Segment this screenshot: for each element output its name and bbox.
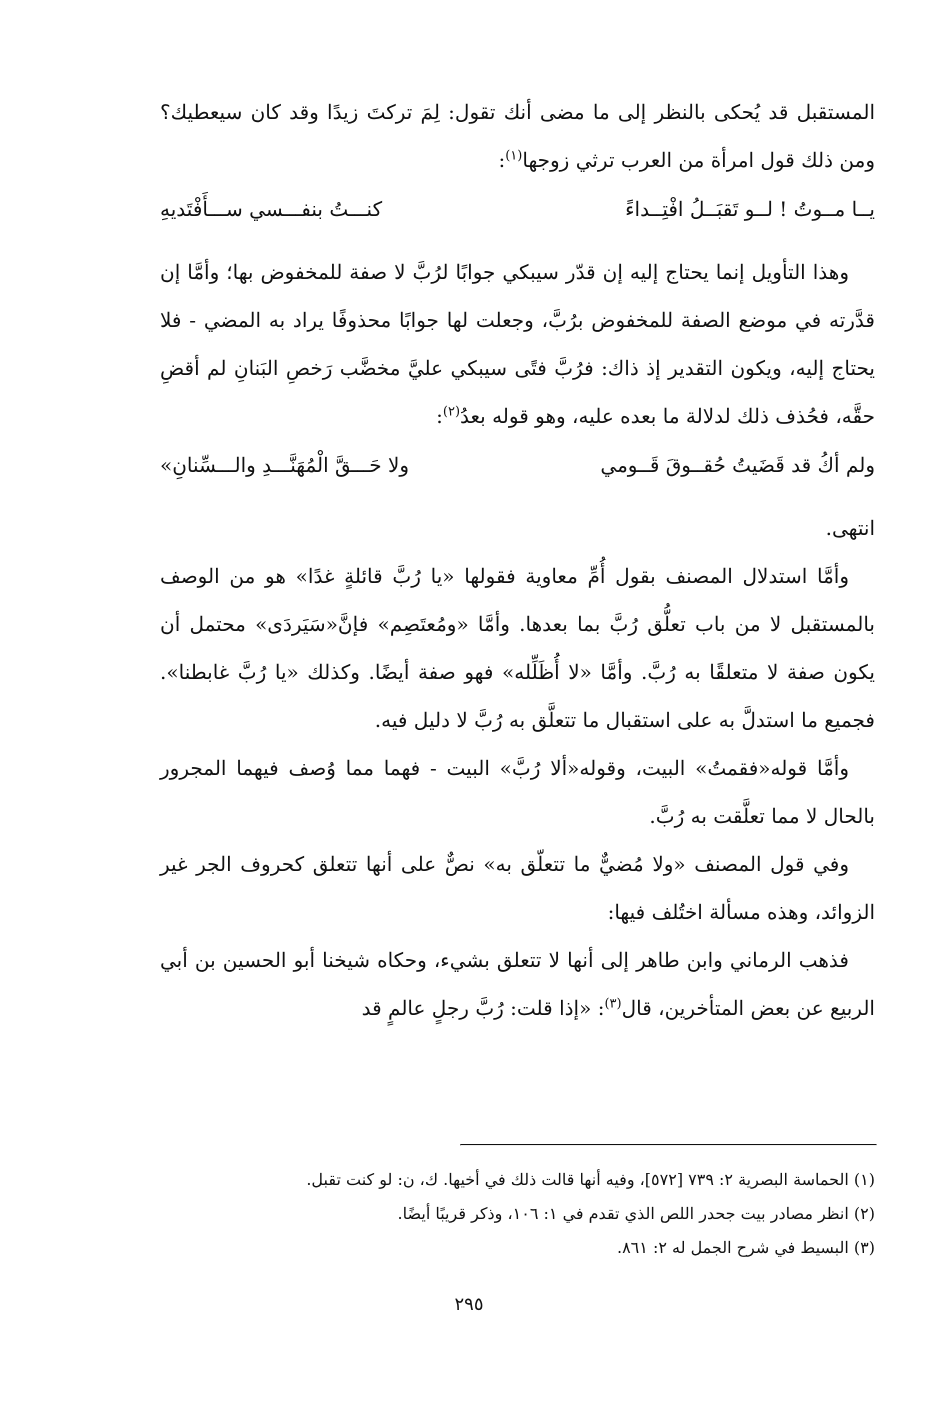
page-number: ٢٩٥: [454, 1294, 484, 1315]
footnote-item: (١) الحماسة البصرية ٢: ٧٣٩ [٥٧٢]، وفيه أنها قالت ذلك في أخيها. ك، ن: لو كنت تقبل.: [306, 1170, 875, 1189]
footnote-item: (٣) البسيط في شرح الجمل له ٢: ٨٦١.: [616, 1238, 875, 1257]
footnote-ref[interactable]: (٣): [604, 996, 622, 1012]
paragraph: فذهب الرماني وابن طاهر إلى أنها لا تتعلق بشيء، وحكاه شيخنا أبو الحسين بن أبي الربيع عن بعض المتأخرين، قال$^{(٣)}$: «إذا قلت: رُبَّ رجلٍ عالمٍ قد: [160, 948, 875, 1020]
footnote-item: (٢) انظر مصادر بيت جحدر اللص الذي تقدم في ١: ١٠٦، وذكر قريبًا أيضًا.: [397, 1204, 875, 1223]
verse-second-hemistich: كنـــتُ بنفـــسي ســـأَفْتَديهِ: [160, 197, 383, 221]
verse-first-hemistich: ولم أكُ قد قَضَيتُ حُقــوقَ قَــومي: [600, 453, 875, 477]
paragraph: وأمَّا قوله«فقمتُ» البيت، وقوله«ألا رُبَّ» البيت - فهما مما وُصف فيهما المجرور بالحال لا مما تعلَّقت به رُبَّ.: [160, 756, 875, 828]
paragraph: وهذا التأويل إنما يحتاج إليه إن قدّر سيبكي جوابًا لرُبَّ لا صفة للمخفوض بها؛ وأمَّا إن قدَّرته في موضع الصفة للمخفوض برُبَّ، وجعلت لها جوابًا محذوفًا يراد به المضي - فلا يحتاج إليه، ويكون التقدير إذ ذاك: فرُبَّ فتًى سيبكي عليَّ مخضَّب رَخصِ البَنانِ لم أقضِ حقَّه، فحُذف ذلك لدلالة ما بعده عليه، وهو قوله بعدُ$^{(٢)}$:: [160, 260, 875, 428]
verse-first-hemistich: يــا مــوتُ ! لــو تَقبَــلُ افْتِــداءً: [625, 197, 875, 221]
paragraph: وفي قول المصنف «ولا مُضيٌّ ما تتعلّق به» نصٌّ على أنها تتعلق كحروف الجر غير الزوائد، وهذه مسألة اختُلف فيها:: [160, 852, 875, 924]
paragraph: انتهى.: [825, 516, 875, 540]
verse-second-hemistich: ولا حَـــقَّ الْمُهَنَّـــدِ والـــسِّنانِ»: [160, 453, 410, 477]
paragraph: وأمَّا استدلال المصنف بقول أُمِّ معاوية فقولها «يا رُبَّ قائلةٍ غدًا» هو من الوصف بالمستقبل لا من باب تعلُّق رُبَّ بما بعدها. وأمَّا «ومُعتَصِم» فإنَّ«سَيَردَى» محتمل أن يكون صفة لا متعلقًا به رُبَّ. وأمَّا «لا أُظَلِّله» فهو صفة أيضًا. وكذلك «يا رُبَّ غابطنا». فجميع ما استدلَّ به على استقبال ما تتعلَّق به رُبَّ لا دليل فيه.: [160, 564, 875, 732]
footnote-ref[interactable]: (٢): [442, 404, 461, 420]
main-text: [160, 88, 875, 1032]
verse: [160, 440, 875, 490]
footnote-ref[interactable]: (١): [505, 148, 523, 164]
footnotes: [160, 1163, 875, 1265]
paragraph: المستقبل قد يُحكى بالنظر إلى ما مضى أنك تقول: لِمَ تركتَ زيدًا وقد كان سيعطيك؟ ومن ذلك قول امرأة من العرب ترثي زوجها$^{(١)}$:: [160, 100, 875, 172]
verse: [160, 184, 875, 234]
footnote-divider: [460, 1144, 877, 1146]
